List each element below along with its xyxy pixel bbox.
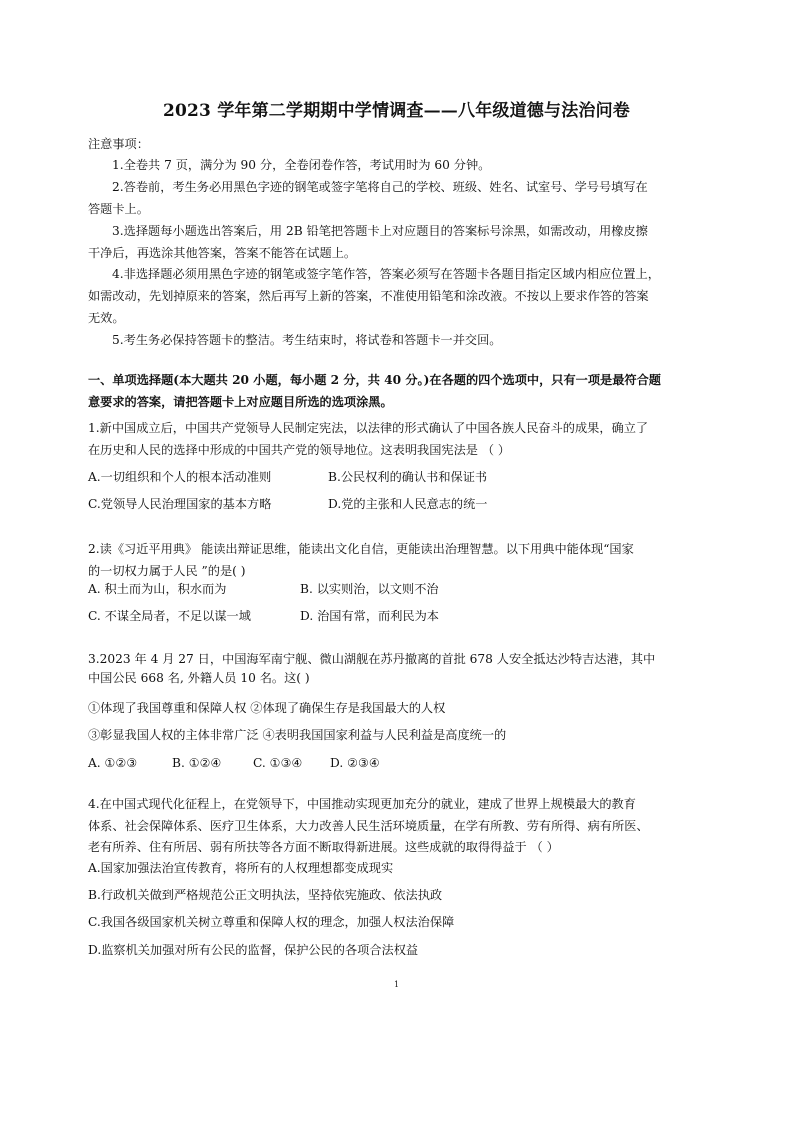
- exam-title: 2023 学年第二学期期中学情调查——八年级道德与法治问卷: [162, 101, 631, 121]
- notice-line: 1.全卷共 7 页，满分为 90 分，全卷闭卷作答，考试用时为 60 分钟。: [112, 158, 491, 172]
- option-d: D.监察机关加强对所有公民的监督，保护公民的各项合法权益: [88, 943, 419, 957]
- question-stem: 3.2023 年 4 月 27 日，中国海军南宁舰、微山湖舰在苏丹撤离的首批 678 人安全抵达沙特吉达港，其中: [88, 652, 656, 666]
- option-a: A.国家加强法治宣传教育，将所有的人权理想都变成现实: [88, 861, 394, 875]
- option-a: A.一切组织和个人的根本活动准则: [88, 470, 272, 484]
- option-d: D. 治国有常，而利民为本: [300, 609, 439, 623]
- notice-heading: 注意事项：: [88, 137, 149, 151]
- notice-line: 无效。: [88, 311, 125, 325]
- question-stem: 4.在中国式现代化征程上，在党领导下，中国推动实现更加充分的就业，建成了世界上规模最大的教育: [88, 797, 636, 811]
- option-c: C.我国各级国家机关树立尊重和保障人权的理念，加强人权法治保障: [88, 915, 455, 929]
- question-stem: 中国公民 668 名, 外籍人员 10 名。这( ): [88, 671, 310, 685]
- notice-line: 5.考生务必保持答题卡的整洁。考生结束时，将试卷和答题卡一并交回。: [112, 333, 502, 347]
- question-stem: 体系、社会保障体系、医疗卫生体系，大力改善人民生活环境质量，在学有所教、劳有所得、病有所医、: [88, 819, 649, 833]
- notice-line: 如需改动，先划掉原来的答案，然后再写上新的答案，不准使用铅笔和涂改液。不按以上要求作答的答案: [88, 289, 649, 303]
- option-b: B.行政机关做到严格规范公正文明执法，坚持依宪施政、依法执政: [88, 888, 443, 902]
- question-stem: 2.读《习近平用典》 能读出辩证思维，能读出文化自信，更能读出治理智慧。以下用典中能体现“国家: [88, 542, 634, 556]
- notice-line: 2.答卷前，考生务必用黑色字迹的钢笔或签字笔将自己的学校、班级、姓名、试室号、学号号填写在: [112, 180, 648, 194]
- section-heading: 一、单项选择题(本大题共 20 小题，每小题 2 分，共 40 分。)在各题的四个选项中，只有一项是最符合题: [88, 373, 661, 387]
- statement-line: ①体现了我国尊重和保障人权 ②体现了确保生存是我国最大的人权: [88, 701, 446, 715]
- question-stem: 1.新中国成立后，中国共产党领导人民制定宪法，以法律的形式确认了中国各族人民奋斗的成果，确立了: [88, 421, 649, 435]
- option-a: A. ①②③: [88, 756, 138, 770]
- notice-line: 3.选择题每小题选出答案后，用 2B 铅笔把答题卡上对应题目的答案标号涂黑，如需改动，用橡皮擦: [112, 224, 648, 238]
- option-d: D. ②③④: [330, 756, 380, 770]
- question-stem: 在历史和人民的选择中形成的中国共产党的领导地位。这表明我国宪法是 （ ）: [88, 443, 511, 457]
- option-a: A. 积土而为山，积水而为: [88, 582, 227, 596]
- statement-line: ③彰显我国人权的主体非常广泛 ④表明我国国家利益与人民利益是高度统一的: [88, 728, 507, 742]
- question-stem: 的一切权力属于人民 ”的是( ): [88, 564, 246, 578]
- notice-line: 干净后，再选涂其他答案，答案不能答在试题上。: [88, 246, 357, 260]
- page-number: 1: [393, 980, 400, 989]
- option-b: B. 以实则治，以文则不治: [300, 582, 439, 596]
- option-b: B. ①②④: [172, 756, 222, 770]
- option-c: C. 不谋全局者，不足以谋一域: [88, 609, 251, 623]
- option-b: B.公民权利的确认书和保证书: [328, 470, 488, 484]
- option-c: C.党领导人民治理国家的基本方略: [88, 497, 272, 511]
- option-c: C. ①③④: [253, 756, 303, 770]
- question-stem: 老有所养、住有所居、弱有所扶等各方面不断取得新进展。这些成就的取得得益于 （ ）: [88, 840, 559, 854]
- option-d: D.党的主张和人民意志的统一: [328, 497, 488, 511]
- notice-line: 4.非选择题必须用黑色字迹的钢笔或签字笔作答，答案必须写在答题卡各题目指定区域内相应位置上，: [112, 267, 660, 281]
- section-heading: 意要求的答案，请把答题卡上对应题目所选的选项涂黑。: [88, 395, 393, 409]
- notice-line: 答题卡上。: [88, 202, 149, 216]
